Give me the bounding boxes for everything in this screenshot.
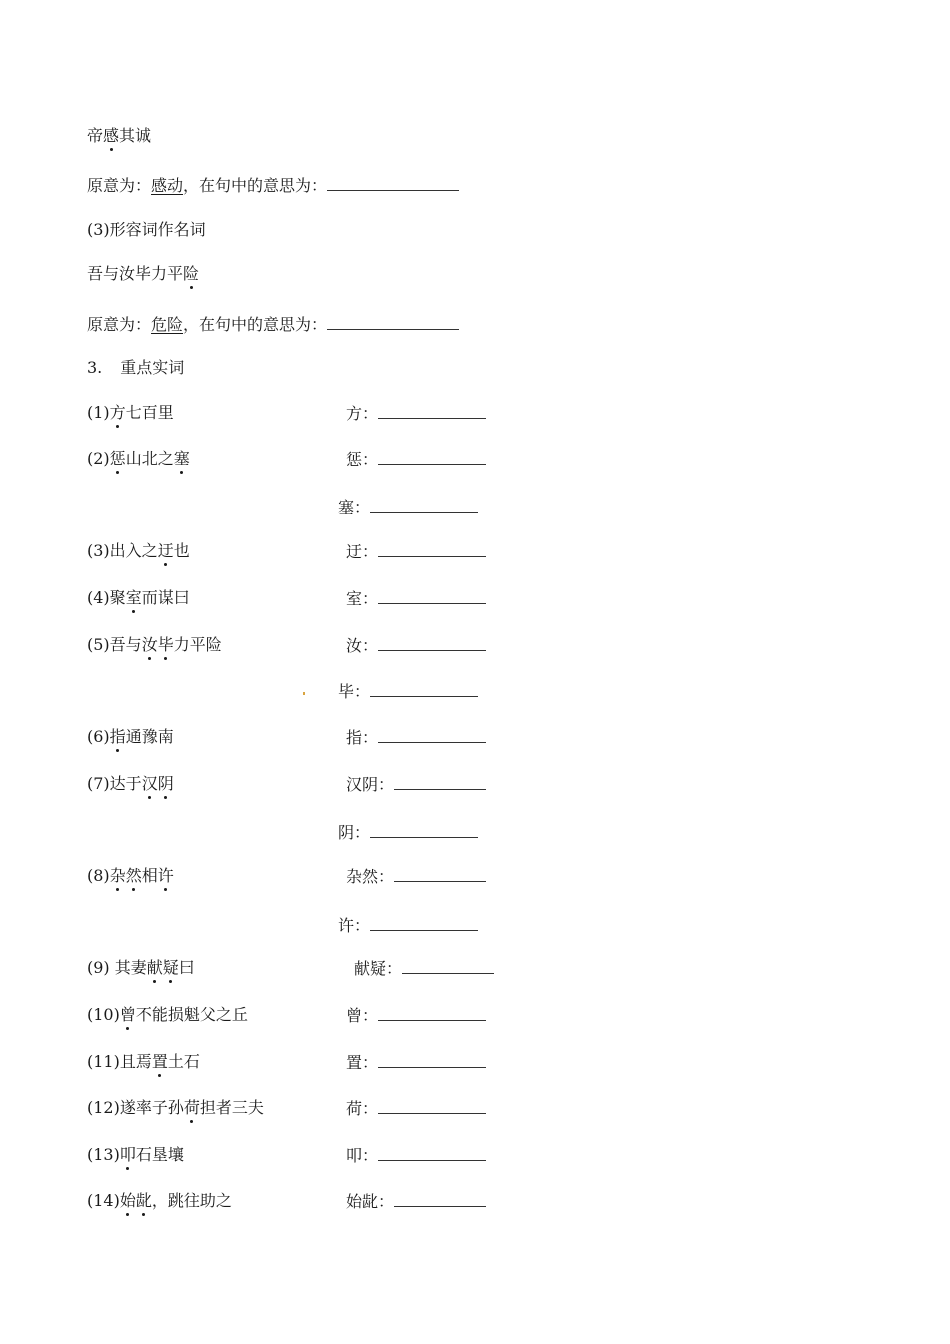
answer-field (346, 1144, 486, 1167)
sentence-text: 石垦壤 (135, 1145, 184, 1164)
emphasized-char: 阴 (157, 774, 174, 793)
item-number: (13) (87, 1145, 120, 1164)
item-number: (11) (87, 1052, 120, 1071)
emphasized-char: 献 (146, 958, 163, 977)
item-number: (5) (87, 635, 110, 654)
emphasized-char: 指 (109, 727, 126, 746)
answer-blank[interactable] (378, 1144, 486, 1161)
vocab-item (87, 957, 195, 979)
item-number: (1) (87, 403, 110, 422)
sentence-text: 出入之 (109, 541, 158, 560)
emphasized-char: 塞 (173, 449, 190, 468)
answer-blank[interactable] (378, 1097, 486, 1114)
answer-field (346, 1051, 486, 1074)
emphasized-char: 叩 (119, 1145, 136, 1164)
emphasized-char: 许 (157, 866, 174, 885)
emphasized-char: 室 (125, 588, 142, 607)
answer-label: 指： (346, 728, 379, 747)
answer-label: 汝： (346, 636, 379, 655)
vocab-item (87, 773, 174, 795)
section-number: 3. (87, 358, 103, 377)
answer-field (346, 773, 486, 796)
answer-field (346, 540, 486, 563)
vocab-item (87, 1144, 184, 1166)
answer-blank[interactable] (370, 821, 478, 838)
heading-3: (3)形容词作名词 (87, 220, 206, 239)
vocab-item (87, 634, 222, 656)
answer-field (346, 1004, 486, 1027)
emphasized-char: 然 (125, 866, 142, 885)
sentence-text: 七百里 (125, 403, 174, 422)
original-meaning: 感动 (151, 176, 184, 195)
answer-blank[interactable] (394, 1190, 486, 1207)
emphasized-char: 龀 (135, 1191, 152, 1210)
sentence-text: 遂率子孙 (119, 1098, 184, 1117)
answer-blank[interactable] (378, 587, 486, 604)
sentence-text: 帝 (87, 126, 104, 145)
sentence-text: 土石 (167, 1052, 200, 1071)
answer-field (346, 865, 486, 888)
item-number: (6) (87, 727, 110, 746)
label: ，在句中的意思为： (183, 176, 328, 195)
item-number: (14) (87, 1191, 120, 1210)
answer-label: 毕： (338, 682, 371, 701)
sentence-text: 山北之 (125, 449, 174, 468)
answer-blank[interactable] (378, 634, 486, 651)
answer-blank[interactable] (394, 773, 486, 790)
emphasized-char: 汝 (141, 635, 158, 654)
emphasized-char: 惩 (109, 449, 126, 468)
sentence-text: 担者三夫 (199, 1098, 264, 1117)
emphasized-char: 置 (151, 1052, 168, 1071)
sentence-text: 通豫南 (125, 727, 174, 746)
item-number: (4) (87, 588, 110, 607)
sentence-text: 达于 (109, 774, 142, 793)
section-heading (87, 357, 184, 379)
emphasized-char: 疑 (162, 958, 179, 977)
sentence-text: 不能损魁父之丘 (135, 1005, 248, 1024)
answer-field (346, 726, 486, 749)
answer-blank[interactable] (378, 1004, 486, 1021)
answer-field (354, 957, 494, 980)
answer-blank[interactable] (378, 402, 486, 419)
answer-label: 杂然： (346, 867, 395, 886)
answer-label: 献疑： (354, 959, 403, 978)
emphasized-char: 毕 (157, 635, 174, 654)
answer-label: 汉阴： (346, 775, 395, 794)
item-number: (12) (87, 1098, 120, 1117)
sentence-1 (87, 125, 151, 147)
emphasized-char: 险 (183, 264, 200, 283)
vocab-item (87, 587, 190, 609)
label: 原意为： (87, 176, 152, 195)
vocab-item (87, 448, 190, 470)
item-number: (7) (87, 774, 110, 793)
answer-field (338, 496, 478, 519)
answer-blank[interactable] (402, 957, 494, 974)
vocab-item (87, 1190, 232, 1212)
original-meaning: 危险 (151, 315, 184, 334)
answer-field (346, 448, 486, 471)
answer-field (346, 1190, 486, 1213)
vocab-item (87, 540, 190, 562)
answer-label: 许： (338, 916, 371, 935)
sentence-text: 曰 (178, 958, 195, 977)
item-number: (9) (87, 958, 110, 977)
answer-label: 曾： (346, 1006, 379, 1025)
answer-blank[interactable] (327, 313, 459, 330)
emphasized-char: 始 (119, 1191, 136, 1210)
answer-blank[interactable] (394, 865, 486, 882)
answer-blank[interactable] (370, 914, 478, 931)
stray-mark (303, 692, 305, 695)
answer-label: 塞： (338, 498, 371, 517)
sentence-text: 而谋曰 (141, 588, 190, 607)
answer-field (346, 634, 486, 657)
item-number: (8) (87, 866, 110, 885)
sentence-text: 力平险 (173, 635, 222, 654)
item-number: (10) (87, 1005, 120, 1024)
sentence-text: ，跳往助之 (151, 1191, 232, 1210)
vocab-item (87, 726, 174, 748)
answer-label: 室： (346, 589, 379, 608)
sentence-text: 吾与 (109, 635, 142, 654)
answer-label: 方： (346, 404, 379, 423)
vocab-item (87, 1097, 264, 1119)
answer-label: 叩： (346, 1146, 379, 1165)
sentence-text: 相 (141, 866, 158, 885)
sentence-2 (87, 263, 199, 285)
answer-blank[interactable] (378, 540, 486, 557)
answer-blank[interactable] (370, 680, 478, 697)
vocab-item (87, 402, 174, 424)
answer-blank[interactable] (378, 726, 486, 743)
emphasized-char: 汉 (141, 774, 158, 793)
vocab-item (87, 1004, 248, 1026)
answer-label: 置： (346, 1053, 379, 1072)
emphasized-char: 迂 (157, 541, 174, 560)
sentence-text: 其妻 (109, 958, 147, 977)
answer-field (346, 402, 486, 425)
answer-blank[interactable] (370, 496, 478, 513)
emphasized-char: 感 (103, 126, 120, 145)
answer-label: 始龀： (346, 1192, 395, 1211)
answer-field (346, 1097, 486, 1120)
emphasized-char: 杂 (109, 866, 126, 885)
answer-field (338, 680, 478, 703)
meaning-line-1 (87, 174, 459, 197)
answer-field (338, 914, 478, 937)
sentence-text: 聚 (109, 588, 126, 607)
section-title: 重点实词 (120, 358, 185, 377)
item-number: (3) (87, 541, 110, 560)
answer-label: 荷： (346, 1099, 379, 1118)
label: 原意为： (87, 315, 152, 334)
label: ，在句中的意思为： (183, 315, 328, 334)
answer-label: 迂： (346, 542, 379, 561)
item-number: (2) (87, 449, 110, 468)
sentence-text: 其诚 (119, 126, 152, 145)
sentence-text: 吾与汝毕力平 (87, 264, 184, 283)
vocab-item (87, 865, 174, 887)
emphasized-char: 方 (109, 403, 126, 422)
answer-label: 阴： (338, 823, 371, 842)
emphasized-char: 荷 (183, 1098, 200, 1117)
answer-blank[interactable] (378, 1051, 486, 1068)
answer-field (338, 821, 478, 844)
sentence-text: 也 (173, 541, 190, 560)
sentence-text: 且焉 (119, 1052, 152, 1071)
answer-blank[interactable] (327, 174, 459, 191)
answer-field (346, 587, 486, 610)
vocab-item (87, 1051, 200, 1073)
answer-blank[interactable] (378, 448, 486, 465)
answer-label: 惩： (346, 450, 379, 469)
meaning-line-2 (87, 313, 459, 336)
emphasized-char: 曾 (119, 1005, 136, 1024)
